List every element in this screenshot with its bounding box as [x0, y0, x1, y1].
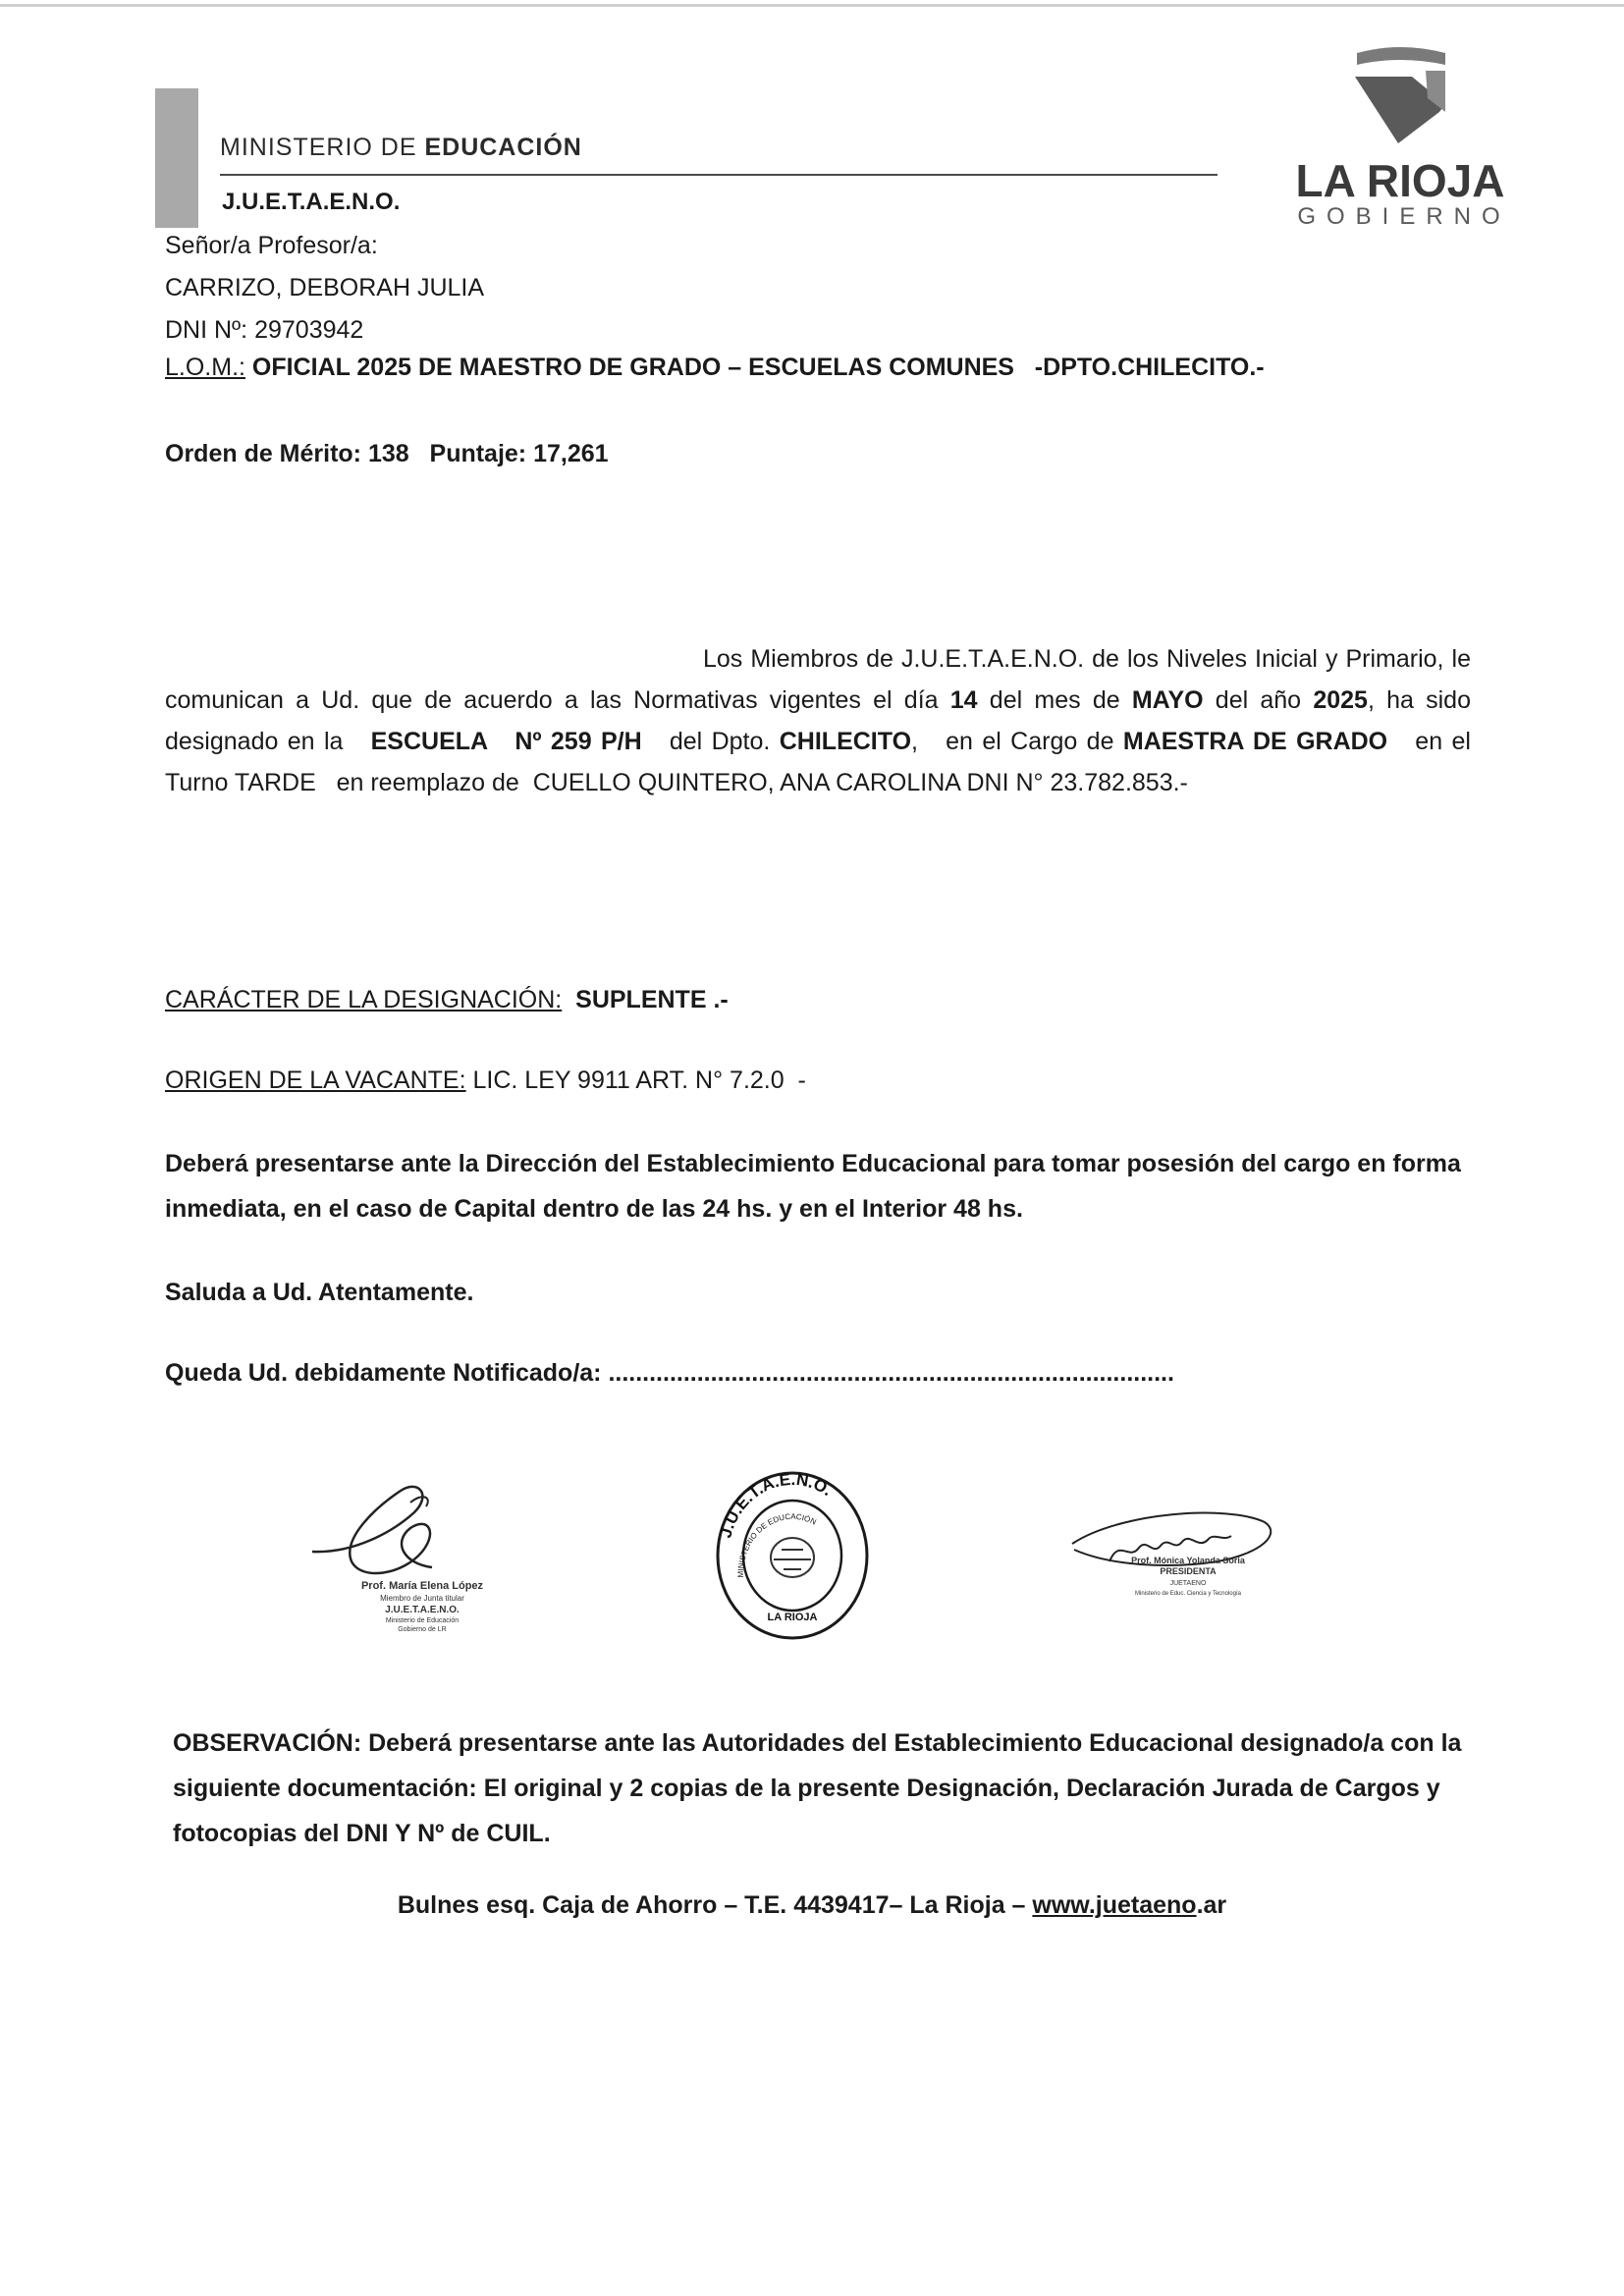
logo-sub: GOBIERNO: [1297, 203, 1511, 230]
logo-arc: [1357, 47, 1445, 65]
lom-value: OFICIAL 2025 DE MAESTRO DE GRADO – ESCUELAS COMUNES -DPTO.CHILECITO.-: [251, 354, 1265, 381]
left-stamp-line-4: Ministerio de Educación: [385, 1617, 460, 1624]
merit-order: Orden de Mérito: 138: [165, 440, 409, 467]
body-cargo: MAESTRA DE GRADO: [1122, 728, 1388, 755]
right-stamp-line-2: PRESIDENTA: [1160, 1566, 1217, 1576]
character-line: [165, 986, 729, 1014]
body-school: ESCUELA Nº 259 P/H: [370, 728, 642, 755]
seal-emblem-lines: [774, 1550, 811, 1569]
scan-top-edge: [0, 4, 1624, 7]
right-stamp-line-4: Ministerio de Educ. Ciencia y Tecnología: [1135, 1591, 1241, 1597]
body-month: MAYO: [1131, 686, 1204, 714]
left-stamp-line-2: Miembro de Junta titular: [380, 1594, 464, 1603]
body-text-7: en el Turno TARDE en reemplazo de CUELLO QUINTERO, ANA CAROLINA DNI N° 23.782.853.-: [165, 728, 1478, 796]
body-text-1: Los Miembros de J.U.E.T.A.E.N.O. de los Niveles Inicial y Primario, le comunican a Ud. que de acuerdo a las Normativas vigentes el día: [165, 645, 1471, 714]
seal-emblem: [771, 1538, 814, 1577]
lom-line: [165, 354, 1265, 382]
seal-bottom-text: LA RIOJA: [767, 1612, 818, 1623]
official-seal: [709, 1467, 876, 1644]
footer-website-tld: .ar: [1196, 1891, 1227, 1919]
body-text-3: del año: [1203, 686, 1314, 714]
left-signature: [295, 1473, 530, 1660]
org-name: J.U.E.T.A.E.N.O.: [222, 189, 401, 215]
notified-line: Queda Ud. debidamente Notificado/a: ...................................................................................: [165, 1359, 1174, 1387]
body-dept: CHILECITO: [779, 728, 912, 755]
header-rule: [220, 174, 1218, 176]
header-accent-bar: [155, 88, 198, 228]
ministry-title: [220, 134, 582, 162]
body-year: 2025: [1313, 686, 1368, 714]
character-label: CARÁCTER DE LA DESIGNACIÓN:: [165, 986, 563, 1013]
character-value: SUPLENTE .-: [575, 986, 729, 1013]
body-text-6: , en el Cargo de: [911, 728, 1123, 755]
presentation-instructions: Deberá presentarse ante la Dirección del Establecimiento Educacional para tomar posesión del cargo en forma inmediata, en el caso de Capital dentro de las 24 hs. y en el Interior 48 hs.: [165, 1150, 1461, 1223]
merit-score: Puntaje: 17,261: [429, 440, 609, 467]
right-stamp-line-1: Prof. Mónica Yolanda Soria: [1131, 1556, 1245, 1565]
seal-ring-text: MINISTERIO DE EDUCACIÓN: [735, 1511, 818, 1578]
designation-paragraph: [165, 638, 1478, 803]
recipient-name: CARRIZO, DEBORAH JULIA: [165, 274, 485, 301]
seal-outer-text: J.U.E.T.A.E.N.O.: [716, 1469, 837, 1541]
left-stamp-line-1: Prof. María Elena López: [360, 1580, 484, 1592]
right-signature: [1051, 1493, 1286, 1620]
observation-paragraph: [173, 1721, 1489, 1856]
greeting: Saluda a Ud. Atentamente.: [165, 1279, 474, 1306]
origin-label: ORIGEN DE LA VACANTE:: [165, 1066, 466, 1094]
observation-label: OBSERVACIÓN:: [173, 1729, 362, 1757]
body-text-2: del mes de: [977, 686, 1132, 714]
left-stamp-line-5: Gobierno de LR: [398, 1626, 447, 1633]
body-day: 14: [949, 686, 978, 714]
observation-text: Deberá presentarse ante las Autoridades del Establecimiento Educacional designado/a con la siguiente documentación: El original y 2 copias de la presente Designación, Declaración Jurada de Cargos y fotocopias del DNI Y Nº de CUIL.: [173, 1729, 1462, 1847]
right-signature-stamp: [1131, 1556, 1246, 1597]
la-rioja-logo: [1282, 41, 1518, 238]
left-signature-stamp: [361, 1580, 484, 1633]
ministry-prefix: MINISTERIO DE: [220, 134, 425, 161]
lom-label: L.O.M.:: [165, 354, 245, 381]
origin-value: LIC. LEY 9911 ART. N° 7.2.0 -: [465, 1066, 806, 1094]
left-stamp-line-3: J.U.E.T.A.E.N.O.: [385, 1605, 460, 1615]
right-stamp-line-3: JUETAENO: [1169, 1580, 1207, 1587]
footer-address-text: Bulnes esq. Caja de Ahorro – T.E. 4439417– La Rioja –: [397, 1891, 1033, 1919]
merit-line: [165, 440, 609, 468]
logo-brand: LA RIOJA: [1295, 155, 1505, 206]
origin-line: [165, 1066, 806, 1095]
footer-address: [0, 1891, 1624, 1920]
body-text-5: del Dpto.: [641, 728, 780, 755]
body-text-4: , ha sido designado en la: [165, 686, 1478, 755]
salutation: Señor/a Profesor/a:: [165, 232, 378, 259]
footer-website-link[interactable]: www.juetaeno: [1032, 1891, 1197, 1919]
seal-outer-text-path: [716, 1470, 836, 1540]
recipient-dni: DNI Nº: 29703942: [165, 316, 364, 344]
ministry-bold: EDUCACIÓN: [424, 134, 582, 161]
